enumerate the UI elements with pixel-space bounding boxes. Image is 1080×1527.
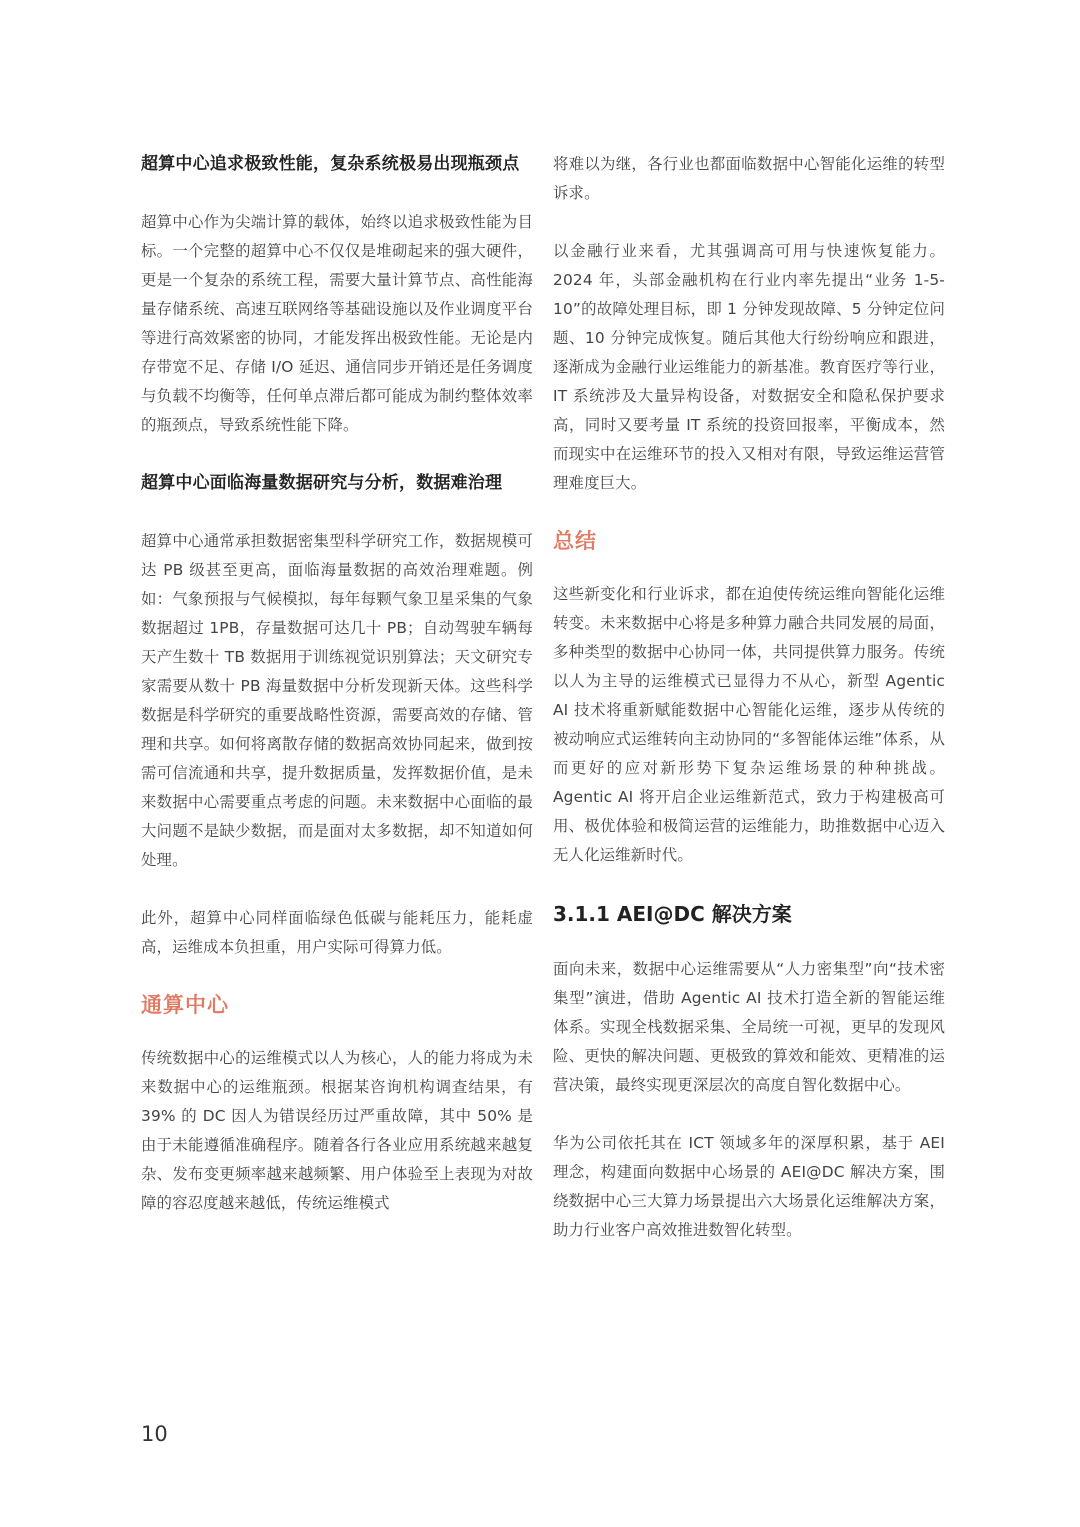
paragraph-general-computing: 传统数据中心的运维模式以人为核心，人的能力将成为未来数据中心的运维瓶颈。根据某咨询机构调查结果，有 39% 的 DC 因人为错误经历过严重故障，其中 50% 是由于未能遵循准确程序。随着各行各业应用系统越来越复杂、发布变更频率越来越频繁、用户体验至上表现为对故障的容忍度越来越低，传统运维模式 <box>141 1049 533 1212</box>
section-heading-general-computing: 通算中心 <box>141 993 229 1017</box>
paragraph-energy-pressure: 此外，超算中心同样面临绿色低碳与能耗压力，能耗虚高，运维成本负担重，用户实际可得算力低。 <box>141 909 533 956</box>
paragraph-aei-dc-huawei: 华为公司依托其在 ICT 领域多年的深厚积累，基于 AEI 理念，构建面向数据中心场景的 AEI@DC 解决方案，围绕数据中心三大算力场景提出六大场景化运维解决方案，助力行业客户高效推进数智化转型。 <box>553 1134 945 1239</box>
section-heading-summary: 总结 <box>553 529 597 553</box>
paragraph-finance-industry: 以金融行业来看，尤其强调高可用与快速恢复能力。2024 年，头部金融机构在行业内率先提出“业务 1-5-10”的故障处理目标，即 1 分钟发现故障、5 分钟定位问题、10 分钟完成恢复。随后其他大行纷纷响应和跟进，逐渐成为金融行业运维能力的新基准。教育医疗等行业，IT 系统涉及大量异构设备，对数据安全和隐私保护要求高，同时又要考量 IT 系统的投资回报率，平衡成本，然而现实中在运维环节的投入又相对有限，导致运维运营管理难度巨大。 <box>553 242 945 492</box>
section-heading-data-governance: 超算中心面临海量数据研究与分析，数据难治理 <box>141 473 503 493</box>
page-number: 10 <box>141 1422 168 1446</box>
section-heading-supercomputing-performance: 超算中心追求极致性能，复杂系统极易出现瓶颈点 <box>141 154 520 174</box>
right-column <box>553 150 945 1245</box>
section-heading-aei-dc-solution: 3.1.1 AEI@DC 解决方案 <box>553 902 792 926</box>
paragraph-continuation: 将难以为继，各行业也都面临数据中心智能化运维的转型诉求。 <box>553 155 945 202</box>
paragraph-aei-dc-vision: 面向未来，数据中心运维需要从“人力密集型”向“技术密集型”演进，借助 Agentic AI 技术打造全新的智能运维体系。实现全栈数据采集、全局统一可视，更早的发现风险、更快的解决问题、更极致的算效和能效、更精准的运营决策，最终实现更深层次的高度自智化数据中心。 <box>553 960 945 1094</box>
paragraph-data-governance: 超算中心通常承担数据密集型科学研究工作，数据规模可达 PB 级甚至更高，面临海量数据的高效治理难题。例如：气象预报与气候模拟，每年每颗气象卫星采集的气象数据超过 1PB，存量数据可达几十 PB；自动驾驶车辆每天产生数十 TB 数据用于训练视觉识别算法；天文研究专家需要从数十 PB 海量数据中分析发现新天体。这些科学数据是科学研究的重要战略性资源，需要高效的存储、管理和共享。如何将离散存储的数据高效协同起来，做到按需可信流通和共享，提升数据质量，发挥数据价值，是未来数据中心需要重点考虑的问题。未来数据中心面临的最大问题不是缺少数据，而是面对太多数据，却不知道如何处理。 <box>141 532 533 869</box>
paragraph-summary: 这些新变化和行业诉求，都在迫使传统运维向智能化运维转变。未来数据中心将是多种算力融合共同发展的局面，多种类型的数据中心协同一体，共同提供算力服务。传统以人为主导的运维模式已显得力不从心，新型 Agentic AI 技术将重新赋能数据中心智能化运维，逐步从传统的被动响应式运维转向主动协同的“多智能体运维”体系，从而更好的应对新形势下复杂运维场景的种种挑战。Agentic AI 将开启企业运维新范式，致力于构建极高可用、极优体验和极简运营的运维能力，助推数据中心迈入无人化运维新时代。 <box>553 585 945 864</box>
left-column <box>141 150 533 1218</box>
paragraph-supercomputing-performance: 超算中心作为尖端计算的载体，始终以追求极致性能为目标。一个完整的超算中心不仅仅是堆砌起来的强大硬件，更是一个复杂的系统工程，需要大量计算节点、高性能海量存储系统、高速互联网络等基础设施以及作业调度平台等进行高效紧密的协同，才能发挥出极致性能。无论是内存带宽不足、存储 I/O 延迟、通信同步开销还是任务调度与负载不均衡等，任何单点滞后都可能成为制约整体效率的瓶颈点，导致系统性能下降。 <box>141 213 533 434</box>
